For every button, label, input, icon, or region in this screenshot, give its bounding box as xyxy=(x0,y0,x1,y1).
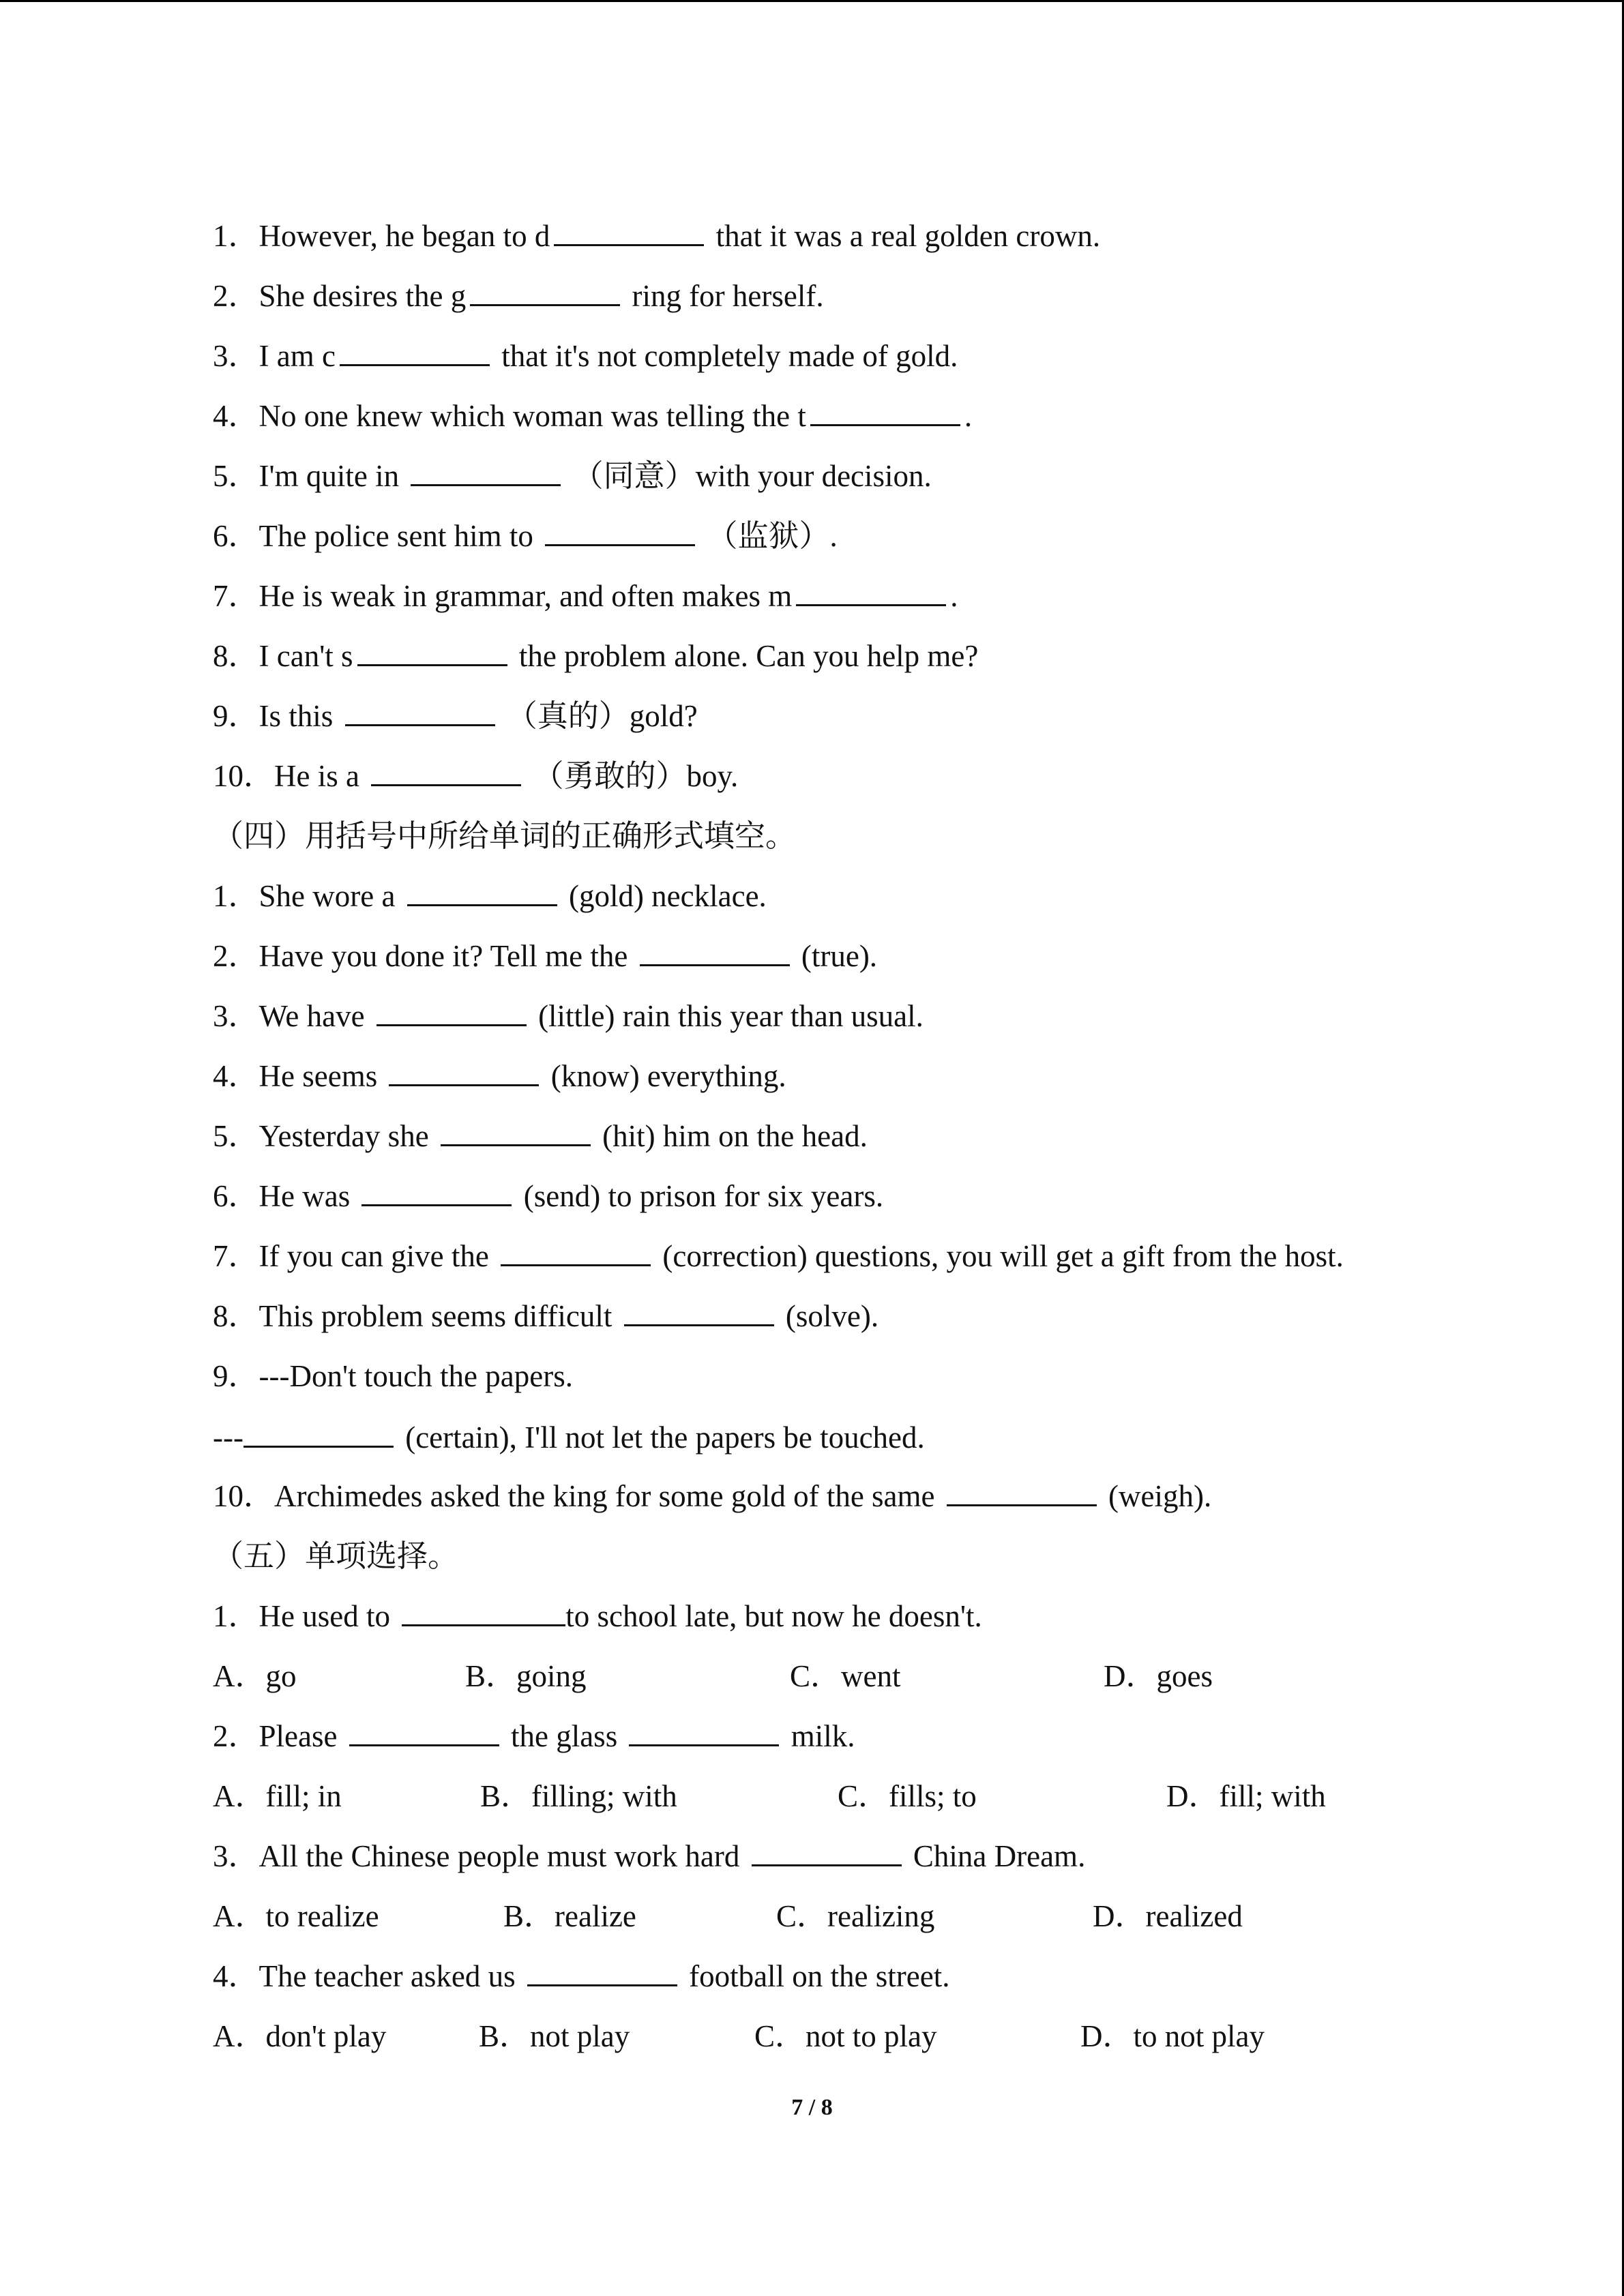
s5-q2-option-d[interactable]: D．fill; with xyxy=(1166,1779,1326,1813)
answer-blank[interactable] xyxy=(501,1237,651,1266)
s3-item-5: 5．I'm quite in （同意）with your decision. xyxy=(213,457,932,495)
answer-blank[interactable] xyxy=(357,637,507,666)
s5-q2: 2．Please the glass milk. xyxy=(213,1717,855,1755)
answer-blank[interactable] xyxy=(361,1177,512,1206)
answer-blank[interactable] xyxy=(340,337,490,366)
s5-q4-option-a[interactable]: A．don't play xyxy=(213,2019,387,2053)
section4-heading: （四）用括号中所给单词的正确形式填空。 xyxy=(213,819,797,853)
answer-blank[interactable] xyxy=(527,1957,677,1986)
s5-q3: 3．All the Chinese people must work hard China Dream. xyxy=(213,1837,1085,1875)
s5-q4-option-c[interactable]: C．not to play xyxy=(754,2019,937,2053)
s4-item-1: 1．She wore a (gold) necklace. xyxy=(213,877,767,915)
answer-blank[interactable] xyxy=(349,1717,499,1746)
page-number: 7 / 8 xyxy=(791,2095,833,2120)
s5-q3-option-b[interactable]: B．realize xyxy=(503,1899,636,1933)
answer-blank[interactable] xyxy=(796,577,946,606)
s4-item-9-line1: 9．---Don't touch the papers. xyxy=(213,1359,573,1393)
s4-item-9-line2: --- (certain), I'll not let the papers be touched. xyxy=(213,1418,925,1457)
s5-q1-option-a[interactable]: A．go xyxy=(213,1659,297,1693)
s3-item-1: 1．However, he began to d that it was a real golden crown. xyxy=(213,217,1100,255)
answer-blank[interactable] xyxy=(411,457,561,486)
s5-q4-option-b[interactable]: B．not play xyxy=(479,2019,630,2053)
s4-item-10: 10．Archimedes asked the king for some gold of the same (weigh). xyxy=(213,1477,1211,1515)
answer-blank[interactable] xyxy=(243,1418,394,1448)
answer-blank[interactable] xyxy=(629,1717,779,1746)
s4-item-6: 6．He was (send) to prison for six years. xyxy=(213,1177,883,1215)
s4-item-3: 3．We have (little) rain this year than usual. xyxy=(213,997,924,1035)
s5-q2-option-b[interactable]: B．filling; with xyxy=(480,1779,677,1813)
s5-q1-option-b[interactable]: B．going xyxy=(465,1659,587,1693)
s4-item-4: 4．He seems (know) everything. xyxy=(213,1057,786,1095)
answer-blank[interactable] xyxy=(752,1837,902,1866)
answer-blank[interactable] xyxy=(470,277,620,306)
answer-blank[interactable] xyxy=(345,697,495,726)
page-border-top xyxy=(0,0,1624,2)
answer-blank[interactable] xyxy=(377,997,527,1026)
s5-q1-option-c[interactable]: C．went xyxy=(790,1659,901,1693)
s5-q3-option-a[interactable]: A．to realize xyxy=(213,1899,379,1933)
answer-blank[interactable] xyxy=(389,1057,539,1086)
s5-q3-option-d[interactable]: D．realized xyxy=(1093,1899,1243,1933)
s3-item-3: 3．I am c that it's not completely made of gold. xyxy=(213,337,958,375)
section5-heading: （五）单项选择。 xyxy=(213,1539,459,1573)
s5-q2-option-a[interactable]: A．fill; in xyxy=(213,1779,342,1813)
s3-item-9: 9．Is this （真的）gold? xyxy=(213,697,698,735)
answer-blank[interactable] xyxy=(640,937,790,966)
s5-q2-option-c[interactable]: C．fills; to xyxy=(838,1779,977,1813)
s4-item-2: 2．Have you done it? Tell me the (true). xyxy=(213,937,877,975)
s3-item-8: 8．I can't s the problem alone. Can you help me? xyxy=(213,637,978,675)
answer-blank[interactable] xyxy=(402,1597,565,1626)
s3-item-10: 10．He is a （勇敢的）boy. xyxy=(213,757,738,795)
s5-q4: 4．The teacher asked us football on the street. xyxy=(213,1957,949,1995)
s5-q1: 1．He used to to school late, but now he doesn't. xyxy=(213,1597,982,1635)
s3-item-4: 4．No one knew which woman was telling the t . xyxy=(213,397,972,435)
answer-blank[interactable] xyxy=(947,1477,1097,1506)
s3-item-6: 6．The police sent him to （监狱）. xyxy=(213,517,838,555)
answer-blank[interactable] xyxy=(441,1117,591,1146)
s3-item-7: 7．He is weak in grammar, and often makes m . xyxy=(213,577,958,615)
s4-item-5: 5．Yesterday she (hit) him on the head. xyxy=(213,1117,868,1155)
answer-blank[interactable] xyxy=(545,517,695,546)
s4-item-7: 7．If you can give the (correction) questions, you will get a gift from the host. xyxy=(213,1237,1344,1275)
s4-item-8: 8．This problem seems difficult (solve). xyxy=(213,1297,879,1335)
answer-blank[interactable] xyxy=(810,397,960,426)
s3-item-2: 2．She desires the g ring for herself. xyxy=(213,277,824,315)
answer-blank[interactable] xyxy=(554,217,704,246)
s5-q1-option-d[interactable]: D．goes xyxy=(1104,1659,1213,1693)
s5-q3-option-c[interactable]: C．realizing xyxy=(776,1899,935,1933)
answer-blank[interactable] xyxy=(407,877,557,906)
answer-blank[interactable] xyxy=(371,757,521,786)
answer-blank[interactable] xyxy=(624,1297,774,1326)
s5-q4-option-d[interactable]: D．to not play xyxy=(1080,2019,1265,2053)
